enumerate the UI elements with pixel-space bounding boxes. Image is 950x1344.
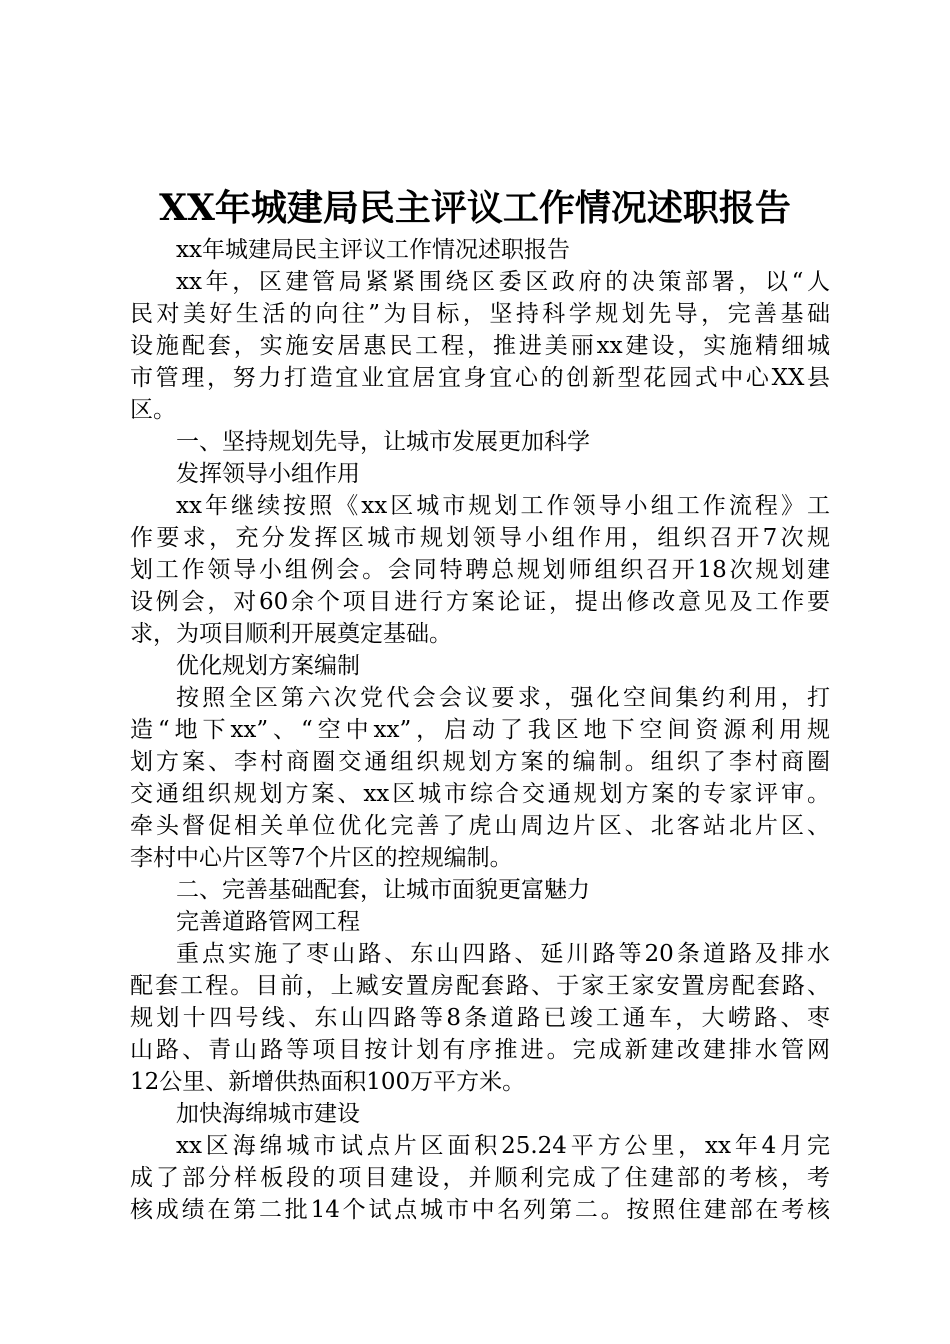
text-line: 配套工程。目前，上臧安置房配套路、于家王家安置房配套路、 — [130, 973, 830, 999]
text-line: 造“地下xx”、“空中xx”，启动了我区地下空间资源利用规 — [130, 717, 830, 743]
text-line: 设施配套，实施安居惠民工程，推进美丽xx建设，实施精细城 — [130, 333, 830, 359]
text-line: 设例会，对60余个项目进行方案论证，提出修改意见及工作要 — [130, 589, 830, 615]
text-line: 按照全区第六次党代会会议要求，强化空间集约利用，打 — [176, 685, 830, 711]
text-line: 规划十四号线、东山四路等8条道路已竣工通车，大崂路、枣 — [130, 1005, 830, 1031]
text-line: 划工作领导小组例会。会同特聘总规划师组织召开18次规划建 — [130, 557, 830, 583]
text-line: 12公里、新增供热面积100万平方米。 — [130, 1069, 526, 1095]
text-line: 成了部分样板段的项目建设，并顺利完成了住建部的考核，考 — [130, 1165, 830, 1191]
text-line: 牵头督促相关单位优化完善了虎山周边片区、北客站北片区、 — [130, 813, 830, 839]
text-line: xx年，区建管局紧紧围绕区委区政府的决策部署，以“人 — [176, 269, 830, 295]
text-line: 市管理，努力打造宜业宜居宜身宜心的创新型花园式中心XX县 — [130, 365, 830, 391]
text-line: 山路、青山路等项目按计划有序推进。完成新建改建排水管网 — [130, 1037, 830, 1063]
text-line: 民对美好生活的向往”为目标，坚持科学规划先导，完善基础 — [130, 301, 830, 327]
text-line: 发挥领导小组作用 — [176, 461, 360, 487]
text-line: 优化规划方案编制 — [176, 653, 360, 679]
text-line: 作要求，充分发挥区城市规划领导小组作用，组织召开7次规 — [130, 525, 830, 551]
text-line: 划方案、李村商圈交通组织规划方案的编制。组织了李村商圈 — [130, 749, 830, 775]
text-line: 重点实施了枣山路、东山四路、延川路等20条道路及排水 — [176, 941, 830, 967]
text-line: 完善道路管网工程 — [176, 909, 360, 935]
text-line: 二、完善基础配套，让城市面貌更富魅力 — [176, 877, 590, 903]
document-body — [130, 234, 830, 1226]
text-line: xx区海绵城市试点片区面积25.24平方公里，xx年4月完 — [176, 1133, 830, 1159]
text-line: 李村中心片区等7个片区的控规编制。 — [130, 845, 513, 871]
text-line: 一、坚持规划先导，让城市发展更加科学 — [176, 429, 590, 455]
text-line: 交通组织规划方案、xx区城市综合交通规划方案的专家评审。 — [130, 781, 830, 807]
text-line: xx年继续按照《xx区城市规划工作领导小组工作流程》工 — [176, 493, 830, 519]
text-line: 加快海绵城市建设 — [176, 1101, 360, 1127]
document-title: XX年城建局民主评议工作情况述职报告 — [159, 187, 791, 229]
text-line: 核成绩在第二批14个试点城市中名列第二。按照住建部在考核 — [130, 1197, 830, 1223]
text-line: xx年城建局民主评议工作情况述职报告 — [176, 237, 570, 263]
text-line: 求，为项目顺利开展奠定基础。 — [130, 621, 452, 647]
text-line: 区。 — [130, 397, 176, 423]
